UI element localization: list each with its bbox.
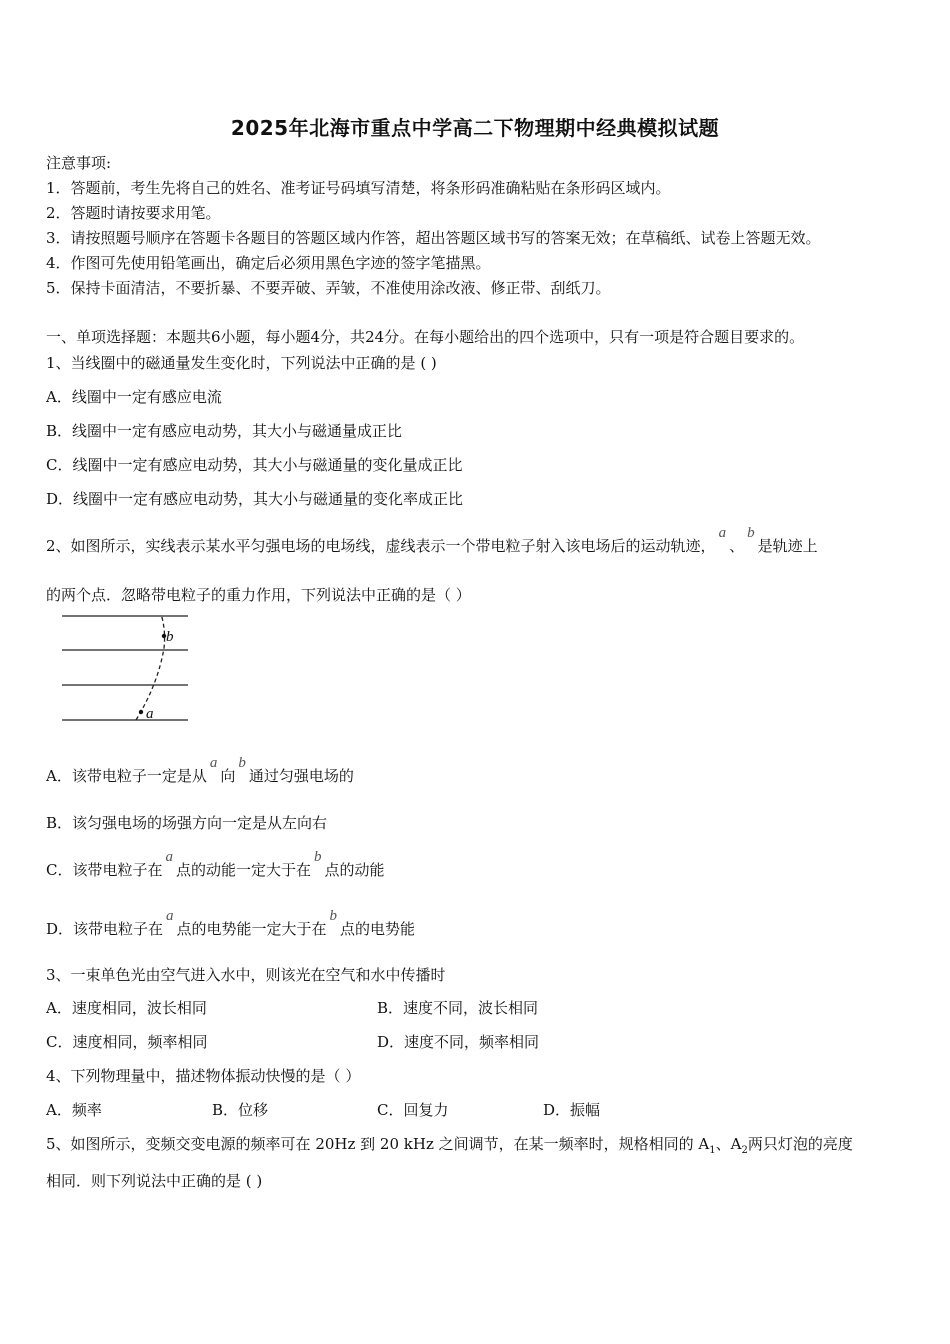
q5-stem <box>46 1133 853 1156</box>
q2-c-var-a: a <box>165 849 173 865</box>
q2-option-c <box>46 849 385 880</box>
q2-c-text-1: C．该带电粒子在 <box>46 861 163 879</box>
q5-text-1: 5、如图所示，变频交变电源的频率可在 20Hz 到 20 kHz 之间调节，在某一频率时，规格相同的 A <box>46 1135 710 1153</box>
q2-option-a <box>46 755 354 786</box>
q2-a-var-b: b <box>238 755 246 771</box>
electric-field-figure <box>60 608 195 728</box>
q1-option-a: A．线圈中一定有感应电流 <box>46 388 222 406</box>
q3-option-a: A．速度相同，波长相同 <box>46 999 207 1017</box>
q3-option-c: C．速度相同，频率相同 <box>46 1033 208 1051</box>
q2-stem-line2: 的两个点．忽略带电粒子的重力作用，下列说法中正确的是（ ） <box>46 586 471 604</box>
q1-option-c: C．线圈中一定有感应电动势，其大小与磁通量的变化量成正比 <box>46 456 463 474</box>
page-title: 2025年北海市重点中学高二下物理期中经典模拟试题 <box>230 116 720 140</box>
q1-option-d: D．线圈中一定有感应电动势，其大小与磁通量的变化率成正比 <box>46 490 464 508</box>
q5-text-2: 、A <box>715 1135 742 1153</box>
point-a-dot <box>139 710 143 714</box>
q2-option-d <box>46 908 416 939</box>
q2-var-sep: 、 <box>729 537 745 555</box>
q4-stem: 4、下列物理量中，描述物体振动快慢的是（ ） <box>46 1067 361 1085</box>
q5-sub-1: 1 <box>709 1145 716 1156</box>
q4-option-d: D．振幅 <box>543 1101 601 1119</box>
q2-stem-text-1: 2、如图所示，实线表示某水平匀强电场的电场线，虚线表示一个带电粒子射入该电场后的运动轨迹， <box>46 537 716 555</box>
q2-c-text-3: 点的动能 <box>324 861 385 879</box>
q2-d-var-b: b <box>329 908 338 924</box>
q1-stem: 1、当线圈中的磁通量发生变化时，下列说法中正确的是 ( ) <box>46 354 437 372</box>
q2-option-b: B．该匀强电场的场强方向一定是从左向右 <box>46 814 328 832</box>
q2-a-text-3: 通过匀强电场的 <box>248 767 354 785</box>
q2-stem-text-2: 是轨迹上 <box>757 537 818 555</box>
q5-text-3: 两只灯泡的亮度 <box>747 1135 853 1153</box>
section-heading: 一、单项选择题：本题共6小题，每小题4分，共24分。在每小题给出的四个选项中，只有一项是符合题目要求的。 <box>46 328 805 346</box>
point-a-label: a <box>146 706 154 722</box>
q2-stem <box>46 525 818 556</box>
q2-a-var-a: a <box>209 755 218 771</box>
q5-stem-line2: 相同．则下列说法中正确的是 ( ) <box>46 1172 263 1190</box>
notice-heading: 注意事项: <box>46 154 112 172</box>
q2-var-a: a <box>718 525 727 541</box>
q2-a-text-1: A．该带电粒子一定是从 <box>46 767 207 785</box>
q1-option-b: B．线圈中一定有感应电动势，其大小与磁通量成正比 <box>46 422 403 440</box>
notice-item-2: 2．答题时请按要求用笔。 <box>46 204 221 222</box>
q4-option-c: C．回复力 <box>377 1101 449 1119</box>
q2-d-text-1: D．该带电粒子在 <box>46 920 164 938</box>
q3-option-b: B．速度不同，波长相同 <box>377 999 539 1017</box>
trajectory-path <box>136 614 165 720</box>
q3-stem: 3、一束单色光由空气进入水中，则该光在空气和水中传播时 <box>46 966 446 984</box>
q2-var-b: b <box>747 525 755 541</box>
q2-d-var-a: a <box>166 908 174 924</box>
notice-item-1: 1．答题前，考生先将自己的姓名、准考证号码填写清楚，将条形码准确粘贴在条形码区域内。 <box>46 179 671 197</box>
q3-option-d: D．速度不同，频率相同 <box>377 1033 540 1051</box>
notice-item-3: 3．请按照题号顺序在答题卡各题目的答题区域内作答，超出答题区域书写的答案无效；在草稿纸、试卷上答题无效。 <box>46 229 821 247</box>
q2-d-text-2: 点的电势能一定大于在 <box>176 920 327 938</box>
q4-option-a: A．频率 <box>46 1101 102 1119</box>
q2-c-var-b: b <box>314 849 322 865</box>
point-b-label: b <box>166 629 174 645</box>
q2-c-text-2: 点的动能一定大于在 <box>175 861 311 879</box>
q2-d-text-3: 点的电势能 <box>340 920 416 938</box>
notice-item-5: 5．保持卡面清洁，不要折暴、不要弄破、弄皱，不准使用涂改液、修正带、刮纸刀。 <box>46 279 611 297</box>
q4-option-b: B．位移 <box>212 1101 269 1119</box>
q5-sub-2: 2 <box>741 1145 748 1156</box>
q2-a-text-2: 向 <box>220 767 236 785</box>
notice-item-4: 4．作图可先使用铅笔画出，确定后必须用黑色字迹的签字笔描黑。 <box>46 254 491 272</box>
